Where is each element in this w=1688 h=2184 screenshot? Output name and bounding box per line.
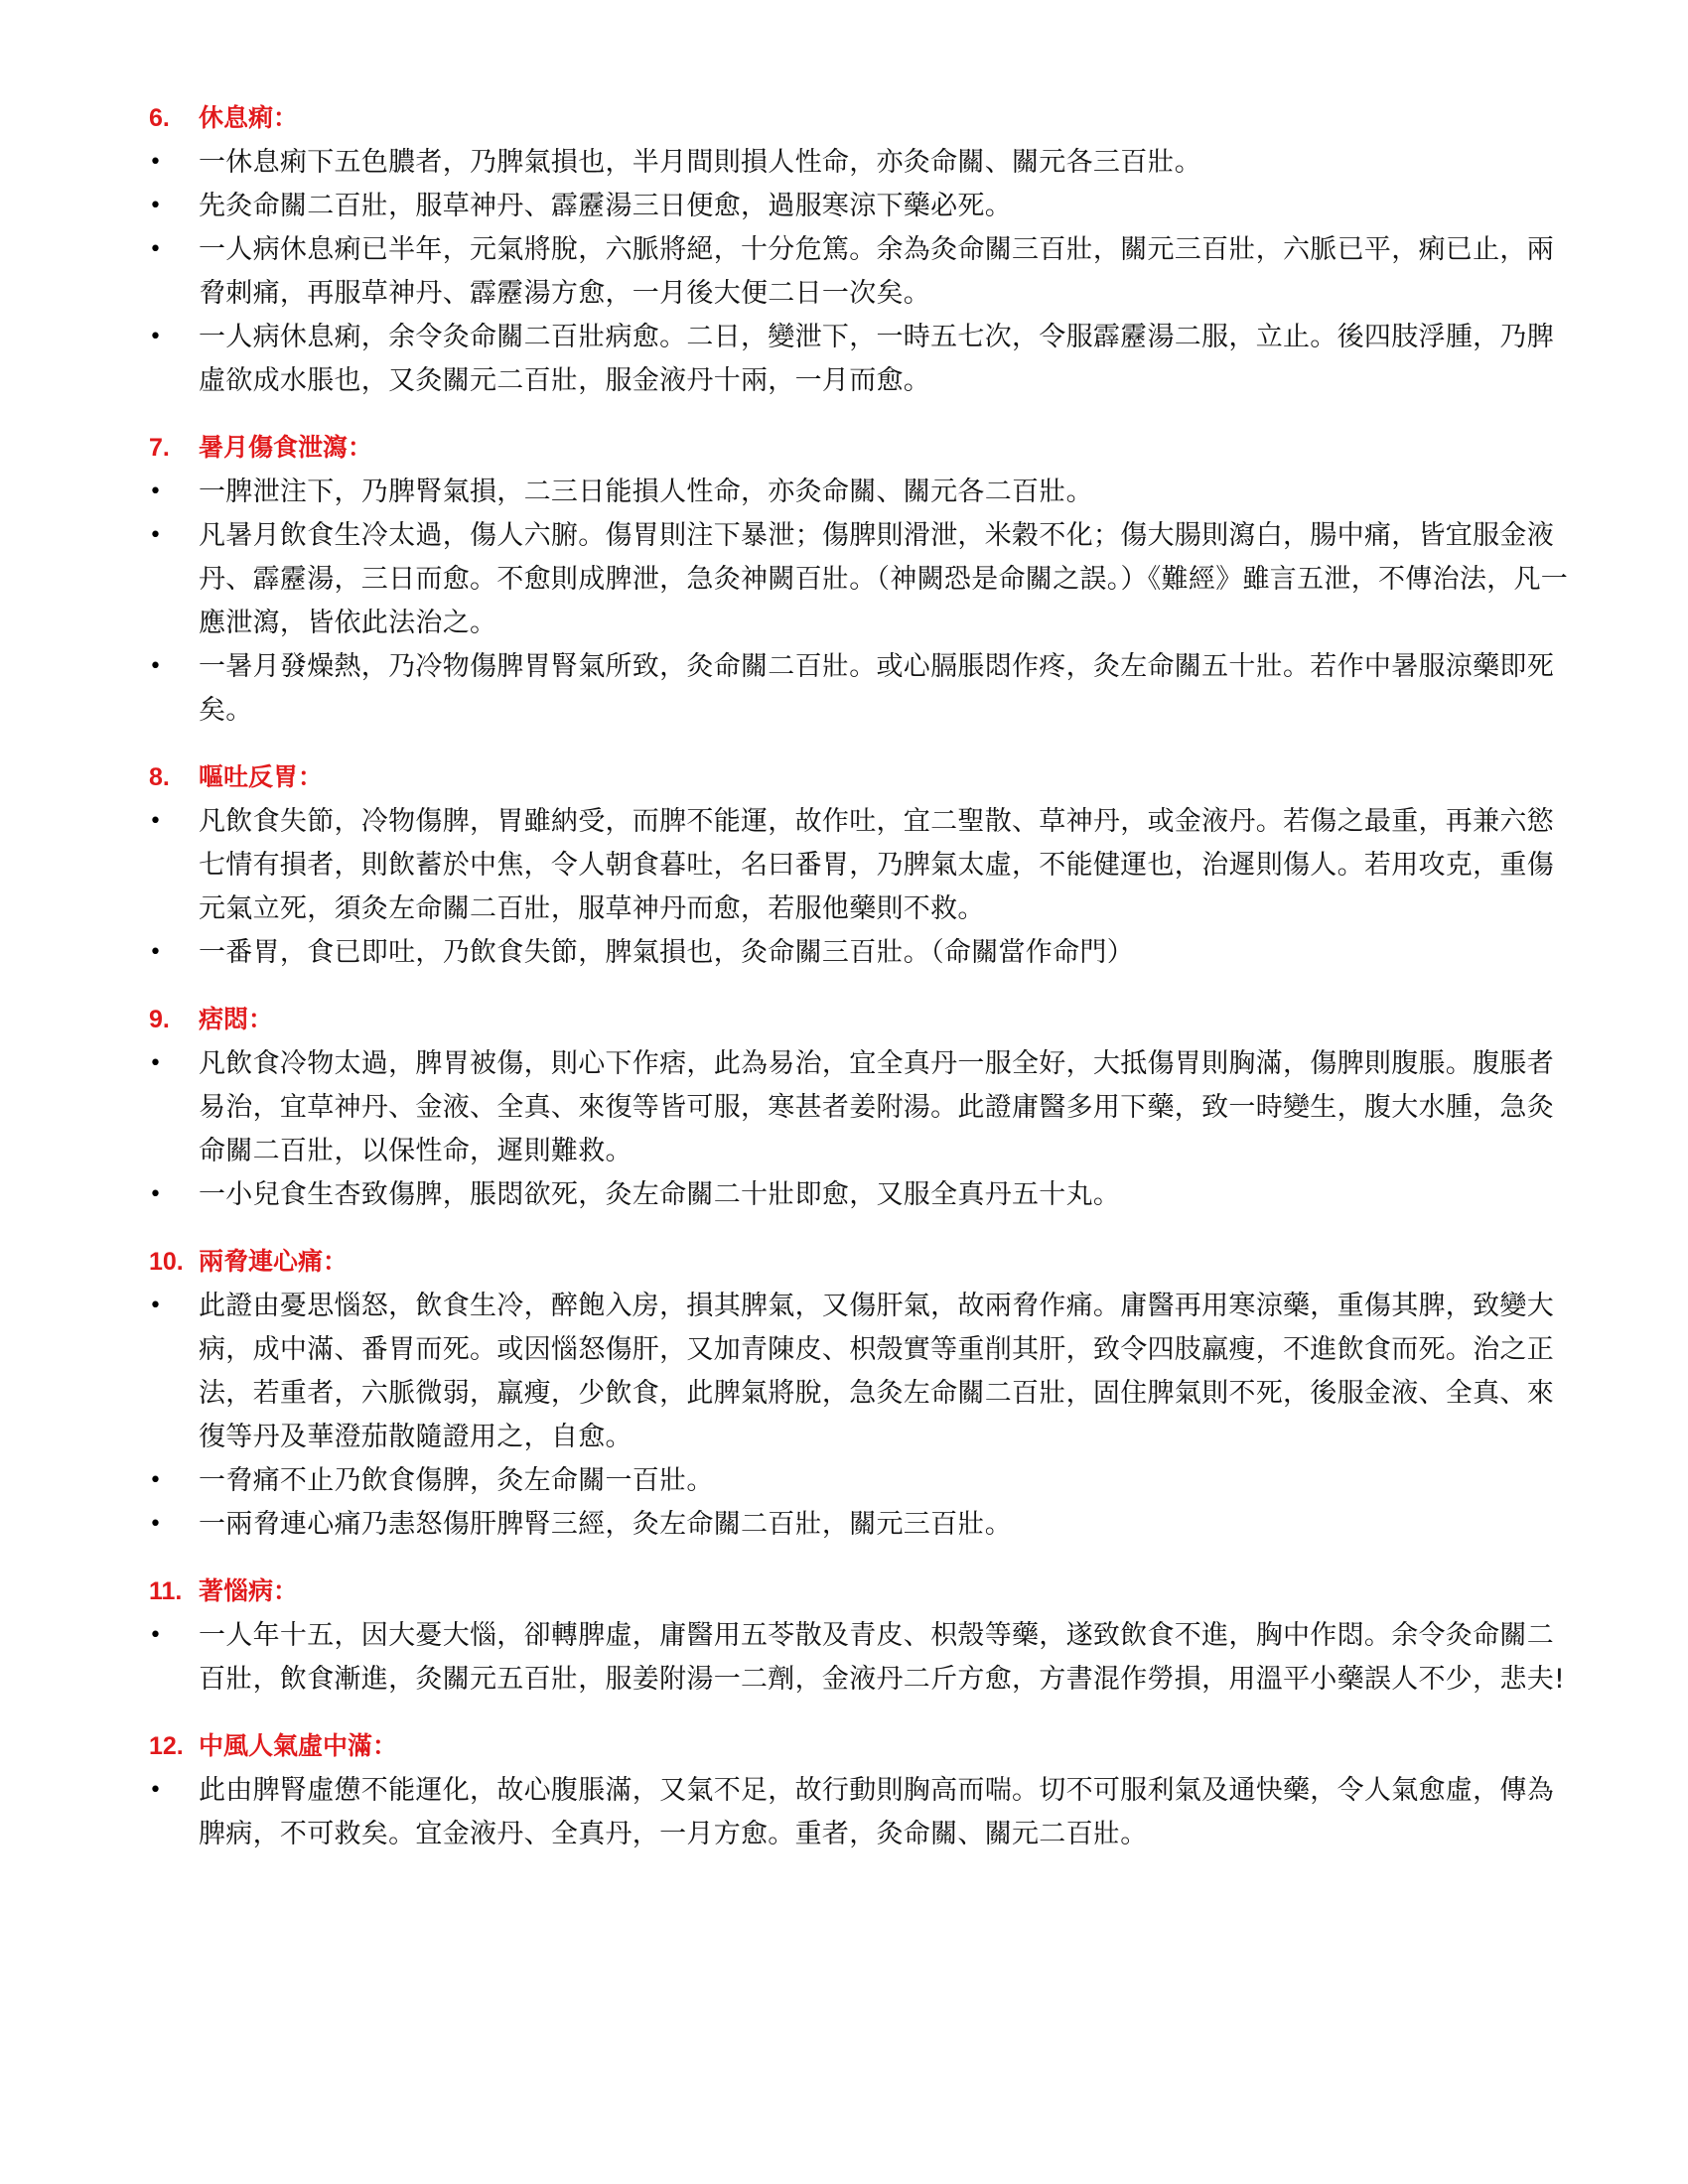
- section-heading: [149, 429, 1569, 471]
- list-item: [149, 471, 1569, 514]
- bullet-list: [149, 1614, 1569, 1702]
- bullet-list: [149, 471, 1569, 733]
- bullet-list: [149, 1285, 1569, 1547]
- section: [149, 1243, 1569, 1547]
- bullet-icon: •: [149, 523, 163, 548]
- bullet-icon: •: [149, 1294, 163, 1318]
- list-item: [149, 141, 1569, 185]
- bullet-icon: •: [149, 1778, 163, 1803]
- bullet-icon: •: [149, 194, 163, 218]
- list-item: [149, 316, 1569, 403]
- section-heading: [149, 758, 1569, 800]
- section-title: 暑月傷食泄瀉：: [199, 433, 373, 462]
- list-item-text: 先灸命關二百壯，服草神丹、霹靂湯三日便愈，過服寒涼下藥必死。: [199, 191, 1012, 221]
- bullet-icon: •: [149, 1468, 163, 1493]
- section-title: 中風人氣虛中滿：: [199, 1731, 398, 1760]
- bullet-icon: •: [149, 654, 163, 679]
- list-item-text: 一暑月發燥熱，乃冷物傷脾胃腎氣所致，灸命關二百壯。或心膈脹悶作疼，灸左命關五十壯。若作中暑服涼藥即死矣。: [199, 651, 1554, 726]
- list-item-text: 一脅痛不止乃飲食傷脾，灸左命關一百壯。: [199, 1465, 714, 1496]
- list-item-text: 一人病休息痢已半年，元氣將脫，六脈將絕，十分危篤。余為灸命關三百壯，關元三百壯，六脈已平，痢已止，兩脅刺痛，再服草神丹、霹靂湯方愈，一月後大便二日一次矣。: [199, 234, 1554, 309]
- list-item-text: 一休息痢下五色膿者，乃脾氣損也，半月間則損人性命，亦灸命關、關元各三百壯。: [199, 147, 1202, 178]
- list-item: [149, 1503, 1569, 1547]
- list-item-text: 此由脾腎虛憊不能運化，故心腹脹滿，又氣不足，故行動則胸高而喘。切不可服利氣及通快藥，令人氣愈虛，傳為脾病，不可救矣。宜金液丹、全真丹，一月方愈。重者，灸命關、關元二百壯。: [199, 1775, 1554, 1849]
- list-item: [149, 1042, 1569, 1173]
- bullet-icon: •: [149, 150, 163, 175]
- section-heading: [149, 1727, 1569, 1769]
- list-item-text: 凡飲食失節，冷物傷脾，胃雖納受，而脾不能運，故作吐，宜二聖散、草神丹，或金液丹。若傷之最重，再兼六慾七情有損者，則飲蓄於中焦，令人朝食暮吐，名曰番胃，乃脾氣太虛，不能健運也，治遲則傷人。若用攻克，重傷元氣立死，須灸左命關二百壯，服草神丹而愈，若服他藥則不救。: [199, 806, 1554, 924]
- list-item: [149, 1173, 1569, 1217]
- bullet-icon: •: [149, 479, 163, 504]
- bullet-list: [149, 1042, 1569, 1217]
- section-heading: [149, 1001, 1569, 1042]
- section-title: 休息痢：: [199, 103, 299, 132]
- list-item-text: 一人年十五，因大憂大惱，卻轉脾虛，庸醫用五苓散及青皮、枳殼等藥，遂致飲食不進，胸中作悶。余令灸命關二百壯，飲食漸進，灸關元五百壯，服姜附湯一二劑，金液丹二斤方愈，方書混作勞損，用溫平小藥誤人不少，悲夫!: [199, 1620, 1566, 1695]
- list-item: [149, 1614, 1569, 1702]
- bullet-icon: •: [149, 325, 163, 349]
- bullet-icon: •: [149, 1051, 163, 1076]
- bullet-list: [149, 1769, 1569, 1856]
- section: [149, 1001, 1569, 1217]
- bullet-icon: •: [149, 1512, 163, 1537]
- list-item: [149, 1459, 1569, 1503]
- list-item-text: 凡飲食冷物太過，脾胃被傷，則心下作痞，此為易治，宜全真丹一服全好，大抵傷胃則胸滿，傷脾則腹脹。腹脹者易治，宜草神丹、金液、全真、來復等皆可服，寒甚者姜附湯。此證庸醫多用下藥，致一時變生，腹大水腫，急灸命關二百壯，以保性命，遲則難救。: [199, 1048, 1554, 1166]
- list-item-text: 凡暑月飲食生冷太過，傷人六腑。傷胃則注下暴泄；傷脾則滑泄，米穀不化；傷大腸則瀉白，腸中痛，皆宜服金液丹、霹靂湯，三日而愈。不愈則成脾泄，急灸神闕百壯。（神闕恐是命關之誤。）《難經》雖言五泄，不傳治法，凡一應泄瀉，皆依此法治之。: [199, 520, 1569, 638]
- section: [149, 758, 1569, 975]
- section: [149, 429, 1569, 733]
- section-number: 11.: [149, 1577, 183, 1605]
- list-item: [149, 800, 1569, 931]
- section-number: 7.: [149, 434, 170, 462]
- bullet-icon: •: [149, 1623, 163, 1648]
- section-number: 8.: [149, 763, 170, 791]
- document-page: [149, 99, 1569, 1882]
- bullet-icon: •: [149, 940, 163, 965]
- list-item-text: 一脾泄注下，乃脾腎氣損，二三日能損人性命，亦灸命關、關元各二百壯。: [199, 477, 1093, 507]
- list-item: [149, 185, 1569, 228]
- section-title: 兩脅連心痛：: [199, 1247, 349, 1276]
- list-item: [149, 514, 1569, 645]
- section-number: 6.: [149, 104, 170, 132]
- bullet-list: [149, 800, 1569, 975]
- list-item-text: 一番胃，食已即吐，乃飲食失節，脾氣損也，灸命關三百壯。（命關當作命門）: [199, 937, 1134, 968]
- section-heading: [149, 99, 1569, 141]
- bullet-icon: •: [149, 1182, 163, 1207]
- list-item-text: 此證由憂思惱怒，飲食生冷，醉飽入房，損其脾氣，又傷肝氣，故兩脅作痛。庸醫再用寒涼藥，重傷其脾，致變大病，成中滿、番胃而死。或因惱怒傷肝，又加青陳皮、枳殼實等重削其肝，致令四肢羸瘦，不進飲食而死。治之正法，若重者，六脈微弱，羸瘦，少飲食，此脾氣將脫，急灸左命關二百壯，固住脾氣則不死，後服金液、全真、來復等丹及華澄茄散隨證用之，自愈。: [199, 1291, 1554, 1452]
- section: [149, 99, 1569, 403]
- section: [149, 1572, 1569, 1702]
- section-title: 著惱病：: [199, 1576, 299, 1605]
- bullet-list: [149, 141, 1569, 403]
- list-item-text: 一小兒食生杏致傷脾，脹悶欲死，灸左命關二十壯即愈，又服全真丹五十丸。: [199, 1179, 1121, 1210]
- list-item: [149, 228, 1569, 316]
- section-title: 痞悶：: [199, 1005, 274, 1033]
- section-title: 嘔吐反胃：: [199, 762, 324, 791]
- section-heading: [149, 1243, 1569, 1285]
- list-item-text: 一人病休息痢，余令灸命關二百壯病愈。二日，變泄下，一時五七次，令服霹靂湯二服，立止。後四肢浮腫，乃脾虛欲成水脹也，又灸關元二百壯，服金液丹十兩，一月而愈。: [199, 322, 1554, 396]
- bullet-icon: •: [149, 809, 163, 834]
- list-item: [149, 1769, 1569, 1856]
- section-number: 9.: [149, 1006, 170, 1033]
- list-item-text: 一兩脅連心痛乃恚怒傷肝脾腎三經，灸左命關二百壯，關元三百壯。: [199, 1509, 1012, 1540]
- section-number: 12.: [149, 1732, 184, 1760]
- list-item: [149, 645, 1569, 733]
- list-item: [149, 931, 1569, 975]
- section-heading: [149, 1572, 1569, 1614]
- bullet-icon: •: [149, 237, 163, 262]
- list-item: [149, 1285, 1569, 1459]
- section: [149, 1727, 1569, 1856]
- section-number: 10.: [149, 1248, 184, 1276]
